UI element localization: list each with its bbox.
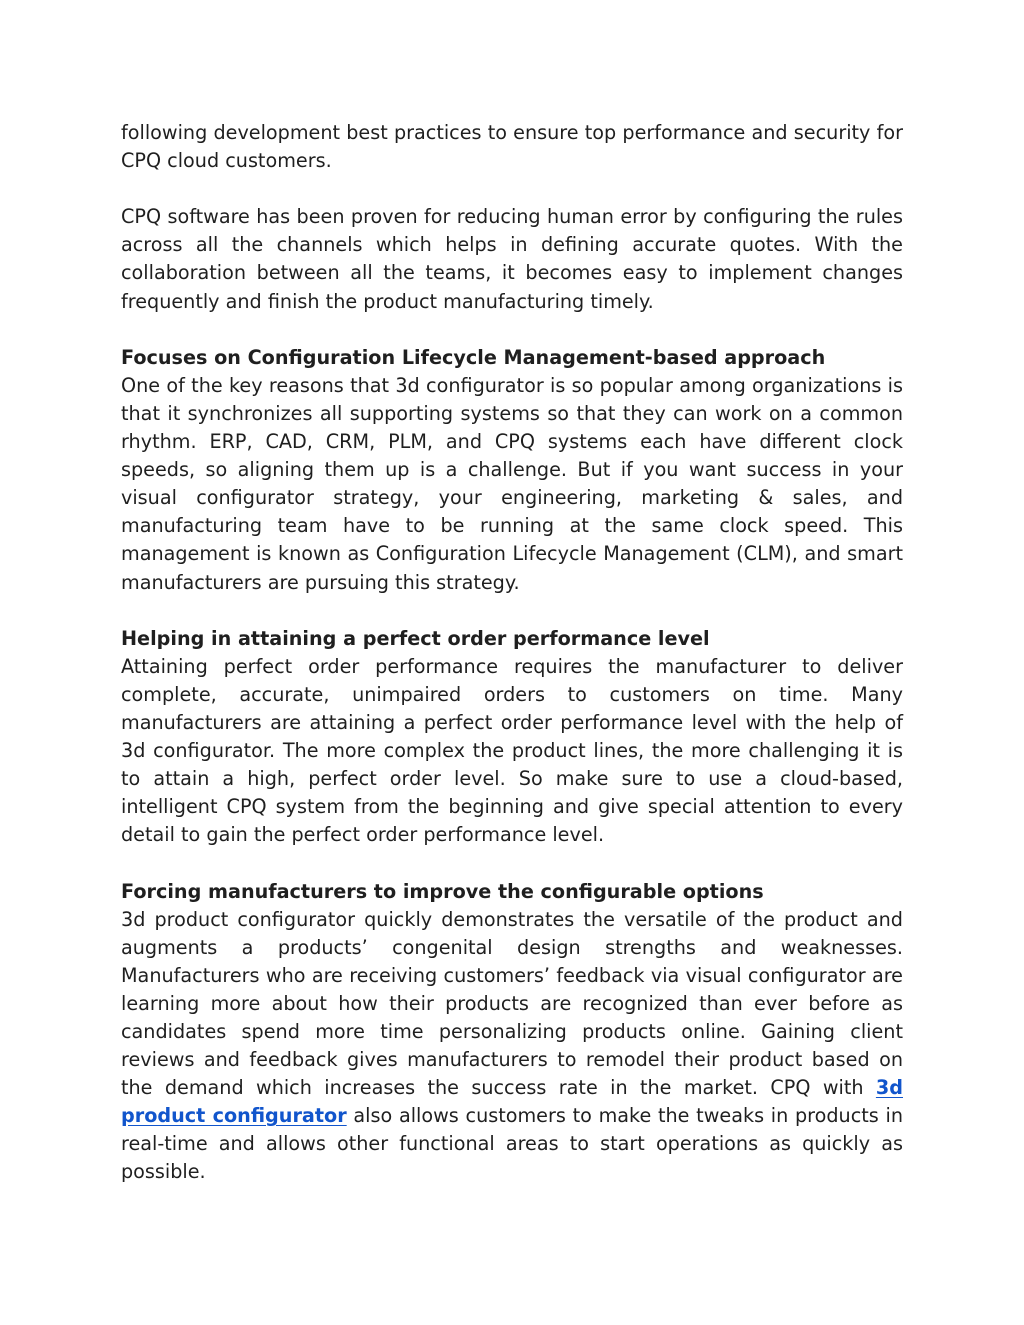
paragraph-configurable-options — [121, 906, 903, 1187]
3d-product-configurator-link[interactable]: 3d product configurator — [121, 1076, 903, 1128]
section-heading-clm: Focuses on Configuration Lifecycle Management-based approach — [121, 345, 826, 369]
paragraph-text-before-link: 3d product configurator quickly demonstrates the versatile of the product and augments a products’ congenital design strengths and weaknesses. Manufacturers who are receiving customers’ feedback via visual configurator are learning more about how their products are recognized than ever before as candidates spend more time personalizing products online. Gaining client reviews and feedback gives manufacturers to remodel their product based on the demand which increases the success rate in the market. CPQ with — [121, 907, 903, 1100]
paragraph-perfect-order: Attaining perfect order performance requires the manufacturer to deliver complete, accurate, unimpaired orders to customers on time. Many manufacturers are attaining a perfect order performance level with the help of 3d configurator. The more complex the product lines, the more challenging it is to attain a high, perfect order level. So make sure to use a cloud-based, intelligent CPQ system from the beginning and give special attention to every detail to gain the perfect order performance level. — [121, 654, 903, 847]
paragraph-cpq-error-reduction: CPQ software has been proven for reducing human error by configuring the rules across all the channels which helps in defining accurate quotes. With the collaboration between all the teams, it becomes easy to implement changes frequently and finish the product manufacturing timely. — [121, 205, 903, 313]
paragraph-clm: One of the key reasons that 3d configurator is so popular among organizations is that it synchronizes all supporting systems so that they can work on a common rhythm. ERP, CAD, CRM, PLM, and CPQ systems each have different clock speeds, so aligning them up is a challenge. But if you want success in your visual configurator strategy, your engineering, marketing & sales, and manufacturing team have to be running at the same clock speed. This management is known as Configuration Lifecycle Management (CLM), and smart manufacturers are pursuing this strategy. — [121, 373, 903, 594]
section-heading-perfect-order: Helping in attaining a perfect order performance level — [121, 626, 710, 650]
paragraph-spacer — [121, 316, 903, 344]
paragraph-spacer — [121, 597, 903, 625]
paragraph-text-after-link: also allows customers to make the tweaks in products in real-time and allows other functional areas to start operations as quickly as possible. — [121, 1104, 903, 1184]
paragraph-intro-continuation: following development best practices to ensure top performance and security for CPQ cloud customers. — [121, 121, 903, 173]
paragraph-spacer — [121, 849, 903, 877]
section-heading-configurable-options: Forcing manufacturers to improve the configurable options — [121, 879, 764, 903]
document-page — [121, 119, 903, 1187]
paragraph-spacer — [121, 175, 903, 203]
